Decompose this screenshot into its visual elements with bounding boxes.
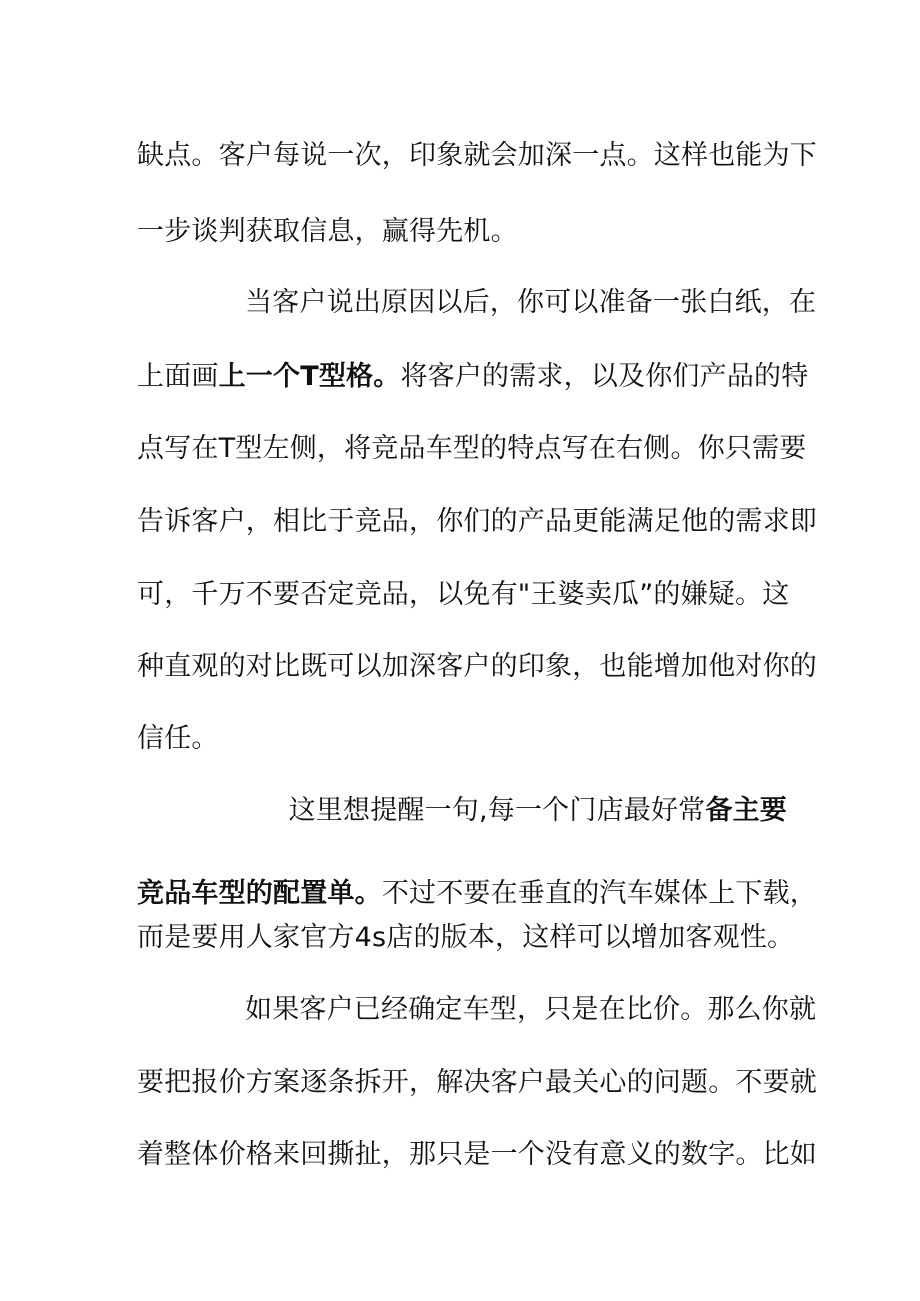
text-run: 点写在T型左侧，将竞品车型的特点写在右侧。你只需要 [137,433,807,464]
bold-text-run: 竞品车型的配置单。 [137,878,382,909]
text-run: 可，千万不要否定竞品，以免有"王婆卖瓜”的嫌疑。这 [137,579,790,610]
text-run: 要把报价方案逐条拆开，解决客户最关心的问题。不要就 [137,1067,817,1098]
paragraph-4-line-1 [137,993,817,1027]
text-run: 如果客户已经确定车型，只是在比价。那么你就 [245,994,817,1025]
text-line-8 [137,650,817,684]
text-run: 着整体价格来回撕扯，那只是一个没有意义的数字。比如 [137,1139,817,1170]
text-line-1 [137,139,817,173]
text-run: 一步谈判获取信息，赢得先机。 [137,216,518,247]
text-line-5 [137,432,807,466]
text-run: 缺点。客户每说一次，印象就会加深一点。这样也能为下 [137,140,817,171]
text-run: 告诉客户，相比于竞品，你们的产品更能满足他的需求即 [137,506,817,537]
text-line-6 [137,505,817,539]
text-run: 上面画 [137,361,219,392]
text-line-2 [137,215,787,249]
paragraph-2-line-1 [137,286,817,320]
bold-text-run: 备主要 [705,795,787,826]
bold-text-run: 上一个T型格。 [218,361,401,392]
text-run: 而是要用人家官方4s店的版本，这样可以增加客观性。 [137,922,795,953]
text-line-7 [137,578,790,612]
text-run: 这里想提醒一句,每一个门店最好常 [288,795,706,826]
paragraph-3-line-1 [137,794,787,828]
text-line-11 [137,877,818,911]
text-run: 将客户的需求，以及你们产品的特 [400,361,809,392]
text-line-4 [137,360,809,394]
text-run: 信任。 [137,723,219,754]
text-run: 不过不要在垂直的汽车媒体上下载， [381,878,818,909]
text-line-15 [137,1138,817,1172]
text-line-14 [137,1066,817,1100]
text-run: 当客户说出原因以后，你可以准备一张白纸，在 [245,287,817,318]
text-run: 种直观的对比既可以加深客户的印象，也能增加他对你的 [137,651,817,682]
text-line-9 [137,722,787,756]
text-line-12 [137,921,795,955]
